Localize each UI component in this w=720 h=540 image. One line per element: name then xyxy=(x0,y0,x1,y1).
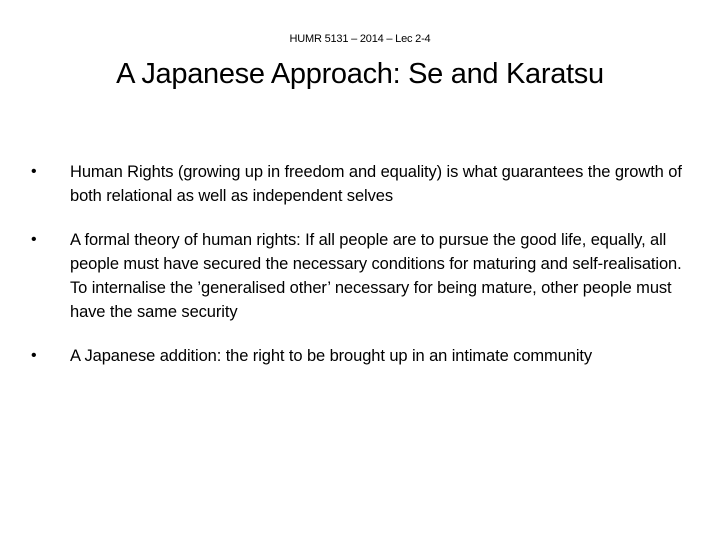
bullet-text: Human Rights (growing up in freedom and equality) is what guarantees the growth of both relational as well as independent selves xyxy=(70,163,682,205)
bullet-point-icon: • xyxy=(31,231,37,248)
bullet-point-icon: • xyxy=(31,163,37,180)
bullet-item xyxy=(28,160,698,208)
bullet-item xyxy=(28,344,698,368)
bullet-list xyxy=(28,160,698,388)
bullet-text: A Japanese addition: the right to be brought up in an intimate community xyxy=(70,347,593,365)
bullet-point-icon: • xyxy=(31,347,37,364)
slide-title: A Japanese Approach: Se and Karatsu xyxy=(116,58,604,90)
slide-header: HUMR 5131 – 2014 – Lec 2-4 xyxy=(289,33,431,45)
bullet-text: A formal theory of human rights: If all people are to pursue the good life, equally, all people must have secured the necessary conditions for maturing and self-realisation. To internalise the ’generalised other’ necessary for being mature, other people must have the same security xyxy=(70,231,682,321)
bullet-item xyxy=(28,228,698,324)
